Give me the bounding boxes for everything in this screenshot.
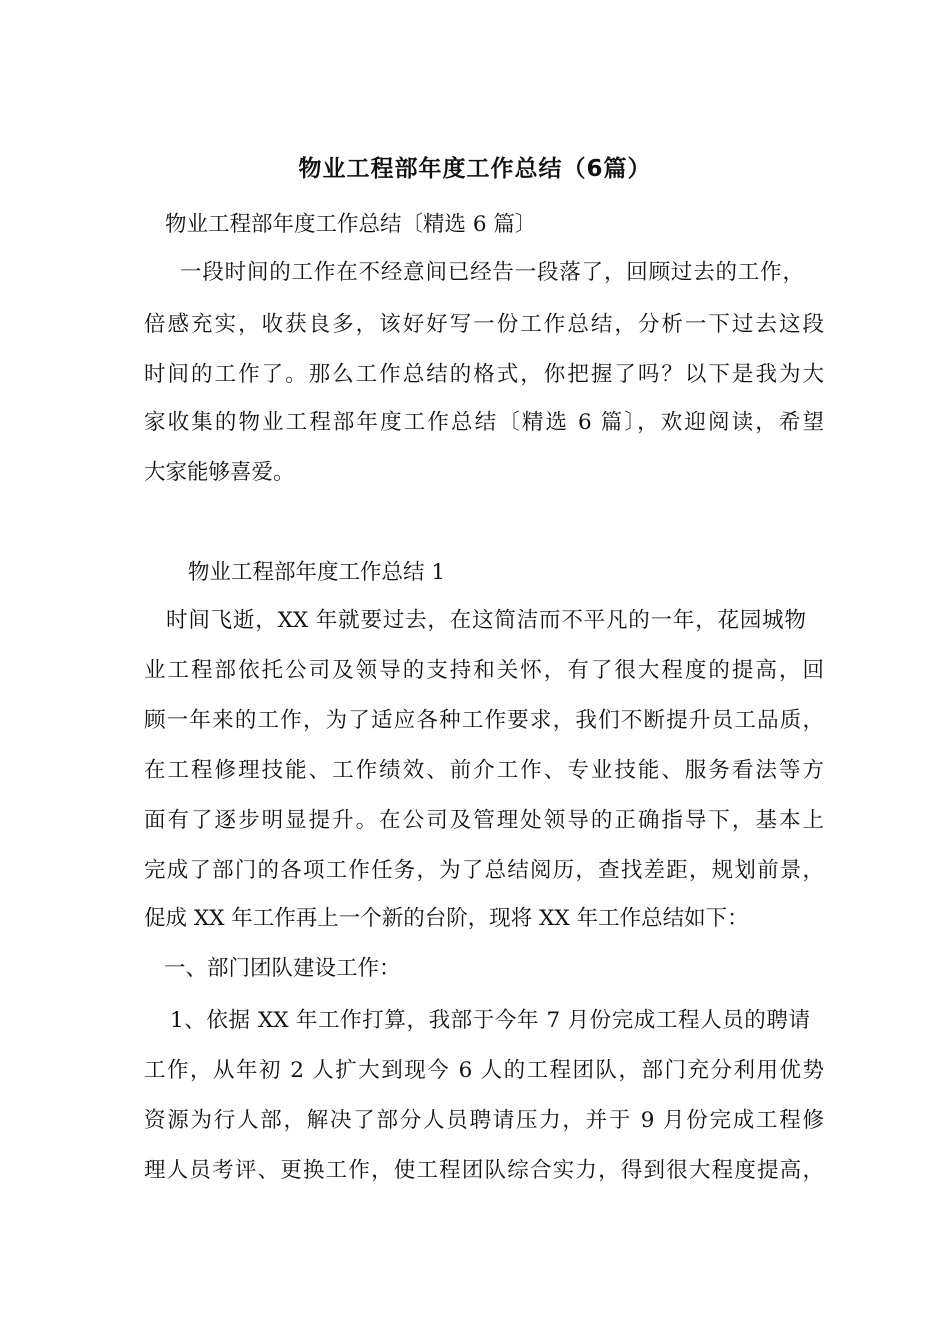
item-line: 资源为行人部，解决了部分人员聘请压力，并于 9 月份完成工程修 xyxy=(144,1108,824,1133)
intro-line: 家收集的物业工程部年度工作总结〔精选 6 篇〕，欢迎阅读，希望 xyxy=(144,410,824,435)
body-line: 面有了逐步明显提升。在公司及管理处领导的正确指导下，基本上 xyxy=(144,808,824,833)
intro-line: 时间的工作了。那么工作总结的格式，你把握了吗？以下是我为大 xyxy=(144,362,824,387)
item-line: 理人员考评、更换工作，使工程团队综合实力，得到很大程度提高， xyxy=(144,1158,824,1183)
intro-line: 一段时间的工作在不经意间已经告一段落了，回顾过去的工作， xyxy=(180,260,804,285)
body-line: 业工程部依托公司及领导的支持和关怀，有了很大程度的提高，回 xyxy=(144,658,824,683)
body-line: 顾一年来的工作，为了适应各种工作要求，我们不断提升员工品质， xyxy=(144,708,824,733)
item-line: 工作，从年初 2 人扩大到现今 6 人的工程团队，部门充分利用优势 xyxy=(144,1058,824,1083)
body-line: 促成 XX 年工作再上一个新的台阶，现将 XX 年工作总结如下： xyxy=(144,906,749,931)
intro-line: 大家能够喜爱。 xyxy=(144,460,295,485)
body-line: 时间飞逝，XX 年就要过去，在这简洁而不平凡的一年，花园城物 xyxy=(166,608,806,633)
item-line: 1、依据 XX 年工作打算，我部于今年 7 月份完成工程人员的聘请 xyxy=(170,1008,810,1033)
section-heading: 物业工程部年度工作总结 1 xyxy=(188,560,446,585)
subheading: 一、部门团队建设工作： xyxy=(164,956,401,981)
document-title: 物业工程部年度工作总结（6篇） xyxy=(298,156,652,182)
body-line: 完成了部门的各项工作任务，为了总结阅历，查找差距，规划前景， xyxy=(144,858,824,883)
document-subtitle: 物业工程部年度工作总结〔精选 6 篇〕 xyxy=(165,212,537,237)
intro-line: 倍感充实，收获良多，该好好写一份工作总结，分析一下过去这段 xyxy=(144,312,824,337)
body-line: 在工程修理技能、工作绩效、前介工作、专业技能、服务看法等方 xyxy=(144,758,824,783)
